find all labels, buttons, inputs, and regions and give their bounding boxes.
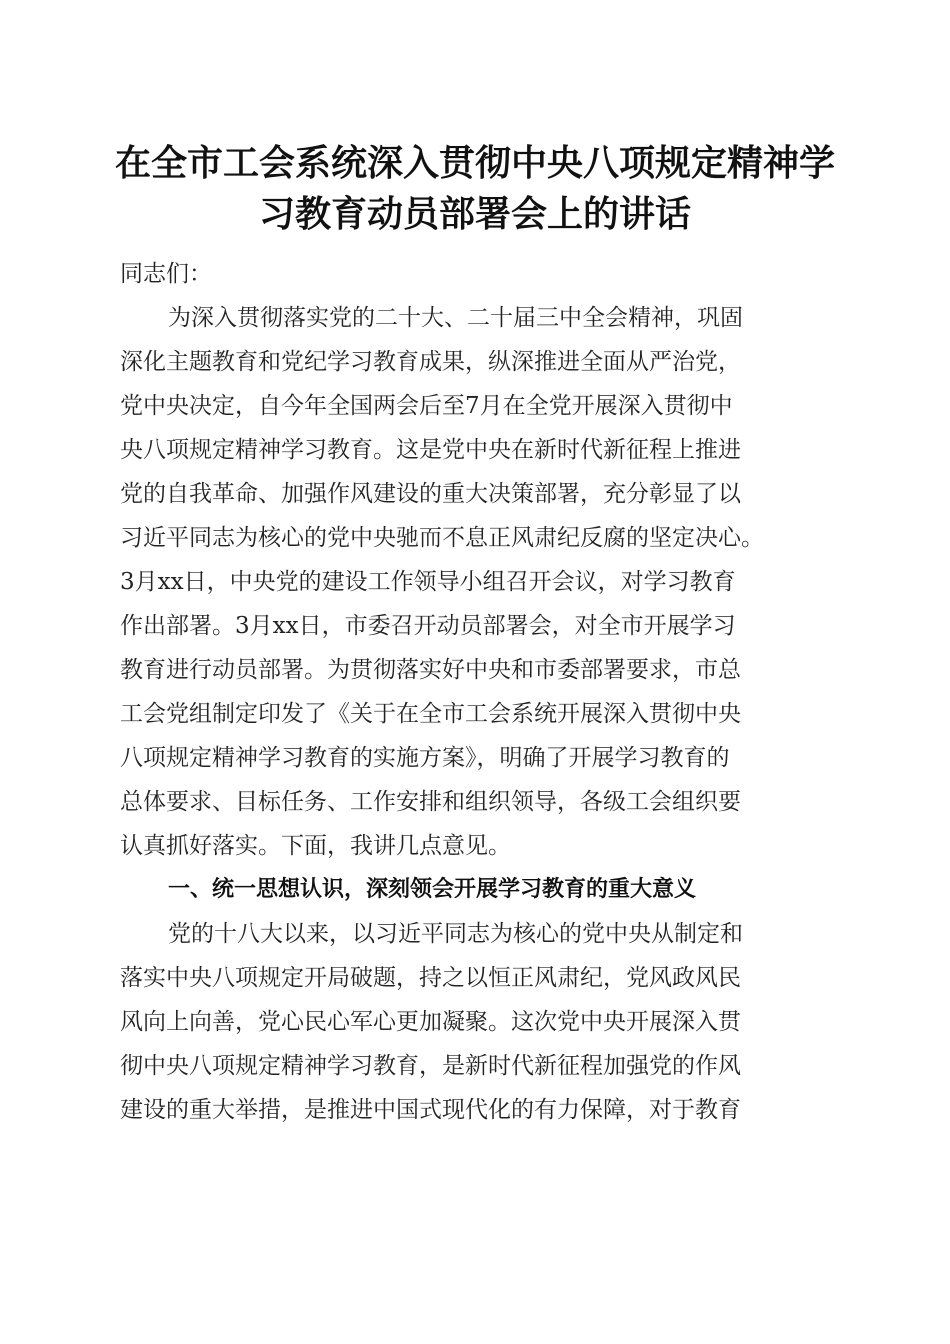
- paragraph-line: 建设的重大举措，是推进中国式现代化的有力保障，对于教育: [120, 1097, 741, 1123]
- paragraph-line: 为深入贯彻落实党的二十大、二十届三中全会精神，巩固: [168, 305, 743, 331]
- paragraph-line: 教育进行动员部署。为贯彻落实好中央和市委部署要求，市总: [120, 657, 741, 683]
- paragraph-line: 认真抓好落实。下面，我讲几点意见。: [120, 833, 511, 859]
- paragraph-line: 深化主题教育和党纪学习教育成果，纵深推进全面从严治党，: [120, 349, 741, 375]
- paragraph-line: 工会党组制定印发了《关于在全市工会系统开展深入贯彻中央: [120, 701, 741, 727]
- paragraph-line: 风向上向善，党心民心军心更加凝聚。这次党中央开展深入贯: [120, 1009, 741, 1035]
- section-heading-1: 一、统一思想认识，深刻领会开展学习教育的重大意义: [168, 877, 697, 902]
- paragraph-1: [120, 296, 835, 868]
- title-line-1: 在全市工会系统深入贯彻中央八项规定精神学: [114, 142, 835, 184]
- paragraph-line: 党中央决定，自今年全国两会后至7月在全党开展深入贯彻中: [120, 393, 733, 419]
- document-title: [60, 138, 890, 240]
- paragraph-line: 3月xx日，中央党的建设工作领导小组召开会议，对学习教育: [120, 569, 736, 595]
- paragraph-line: 总体要求、目标任务、工作安排和组织领导，各级工会组织要: [120, 789, 741, 815]
- paragraph-line: 央八项规定精神学习教育。这是党中央在新时代新征程上推进: [120, 437, 741, 463]
- paragraph-line: 作出部署。3月xx日，市委召开动员部署会，对全市开展学习: [120, 613, 736, 639]
- paragraph-line: 党的十八大以来，以习近平同志为核心的党中央从制定和: [168, 921, 743, 947]
- paragraph-line: 习近平同志为核心的党中央驰而不息正风肃纪反腐的坚定决心。: [120, 525, 764, 551]
- paragraph-line: 彻中央八项规定精神学习教育，是新时代新征程加强党的作风: [120, 1053, 741, 1079]
- salutation: 同志们：: [120, 261, 212, 287]
- title-line-2: 习教育动员部署会上的讲话: [258, 193, 691, 235]
- paragraph-line: 落实中央八项规定开局破题，持之以恒正风肃纪，党风政风民: [120, 965, 741, 991]
- paragraph-line: 八项规定精神学习教育的实施方案》，明确了开展学习教育的: [120, 745, 730, 771]
- paragraph-2: [120, 912, 835, 1132]
- paragraph-line: 党的自我革命、加强作风建设的重大决策部署，充分彰显了以: [120, 481, 741, 507]
- document-body: [120, 252, 835, 1132]
